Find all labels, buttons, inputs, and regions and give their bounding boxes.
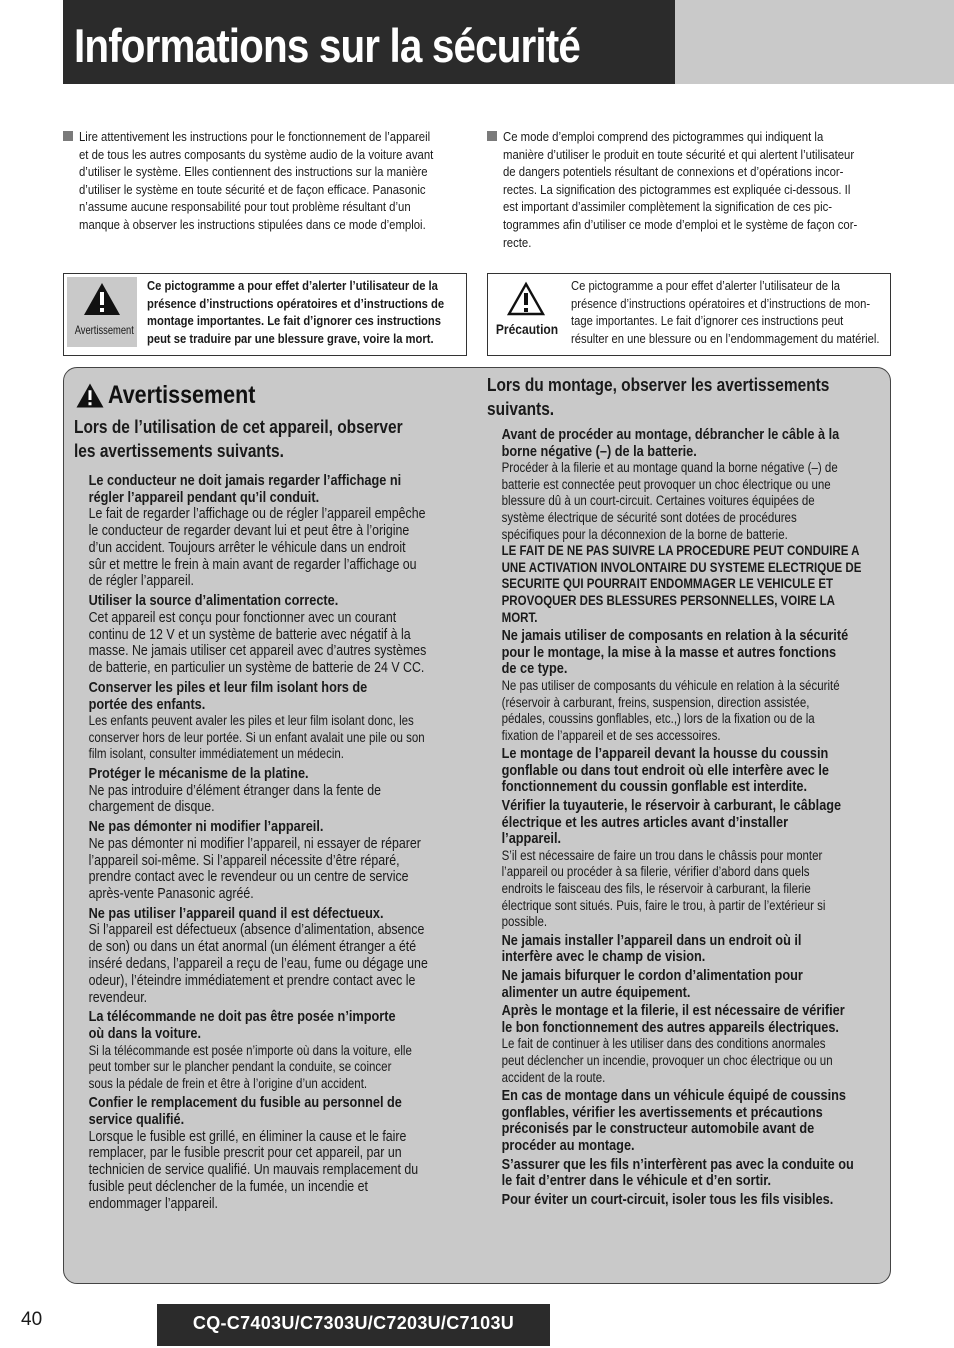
warning-item bbox=[487, 1192, 887, 1209]
intro-line: manque à observer les instructions stipulées dans ce mode d’emploi. bbox=[79, 216, 426, 232]
intro-line: Ce mode d’emploi comprend des pictogrammes qui indiquent la bbox=[503, 129, 824, 144]
intro-line: n’assume aucune responsabilité pour tout problème résultant d’un bbox=[79, 199, 411, 215]
intro-line: d’utiliser le système. Elles contiennent des instructions sur la manière bbox=[79, 164, 428, 180]
warning-item-caps: UNE ACTIVATION INVOLONTAIRE DU SYSTEME ELECTRIQUE DE bbox=[501, 559, 862, 575]
header-bar-accent bbox=[675, 0, 954, 84]
intro-line: manière d’utiliser le produit en toute sécurité et qui alertent l’utilisateur bbox=[503, 146, 855, 162]
warning-item-text: Lorsque le fusible est grillé, en éliminer la cause et le faire bbox=[88, 1128, 407, 1145]
warning-item-text: inséré dedans, l’appareil a reçu de l’eau, fume ou dégage une bbox=[88, 956, 428, 973]
model-box bbox=[157, 1304, 550, 1346]
caution-icon-cell bbox=[491, 277, 561, 347]
warning-item-caps: SECURITE QUI POURRAIT ENDOMMAGER LE VEHICULE ET bbox=[501, 576, 834, 592]
warning-item-heading: S’assurer que les fils n’interfèrent pas avec la conduite ou bbox=[501, 1156, 854, 1173]
warning-item-text: peut déclencher un incendie, provoquer un choc électrique ou un bbox=[501, 1052, 833, 1068]
pictogram-text-line: tage importantes. Le fait d’ignorer ces instructions peut bbox=[571, 313, 844, 329]
bullet-square-icon bbox=[63, 131, 73, 141]
warning-label: Avertissement bbox=[74, 323, 134, 337]
warning-item-text: peut tomber sur le plancher pendant la conduite, se coincer bbox=[88, 1059, 392, 1075]
warning-triangle-icon bbox=[82, 281, 122, 317]
warning-item-heading: Conserver les piles et leur film isolant hors de bbox=[88, 679, 368, 696]
warning-item bbox=[74, 1095, 474, 1212]
warning-item-heading: service qualifié. bbox=[88, 1112, 185, 1129]
warning-item-text: Ne pas démonter ni modifier l’appareil, ni essayer de réparer bbox=[88, 835, 421, 852]
pictogram-text-line: Ce pictogramme a pour effet d’alerter l’utilisateur de la bbox=[571, 278, 840, 293]
intro-line: togrammes afin d’utiliser ce mode d’emploi et le système de façon cor- bbox=[503, 216, 858, 232]
page-title: Informations sur la sécurité bbox=[74, 19, 581, 72]
warning-item-text: S’il est nécessaire de faire un trou dans le châssis pour monter bbox=[501, 847, 823, 863]
warning-item-text: accident de la route. bbox=[501, 1069, 606, 1085]
warning-item-heading: l’appareil. bbox=[501, 831, 562, 848]
warning-item-heading: régler l’appareil pendant qu’il conduit. bbox=[88, 489, 320, 506]
warning-item-heading: portée des enfants. bbox=[88, 696, 206, 713]
warning-item-heading: Ne pas utiliser l’appareil quand il est défectueux. bbox=[88, 905, 384, 922]
warning-item-heading: fonctionnement du coussin gonflable est interdite. bbox=[501, 779, 808, 796]
warning-item-text: électrique sont situés. Puis, faire le trou, à partir de l’extérieur si bbox=[501, 897, 826, 913]
warning-item-text: de régler l’appareil. bbox=[88, 573, 194, 590]
warning-item-text: prendre contact avec le revendeur ou un centre de service bbox=[88, 869, 409, 886]
warning-item-heading: Ne pas démonter ni modifier l’appareil. bbox=[88, 819, 324, 836]
warning-item bbox=[487, 1157, 887, 1190]
warning-item-heading: Avant de procéder au montage, débrancher le câble à la bbox=[501, 427, 840, 443]
left-column bbox=[74, 415, 474, 1216]
warning-item-heading: La télécommande ne doit pas être posée n’importe bbox=[88, 1009, 396, 1026]
page-number: 40 bbox=[21, 1309, 43, 1330]
warning-item-text: continu de 12 V et un système de batterie avec négatif à la bbox=[88, 626, 411, 643]
warning-item bbox=[487, 628, 887, 744]
warning-item-text: masse. Ne jamais utiliser cet appareil avec d’autres systèmes bbox=[88, 643, 427, 660]
intro-line: est important d’assimiler complètement la signification de ces pic- bbox=[503, 199, 833, 215]
warning-item-text: fixation de l’appareil et de ses accessoires. bbox=[501, 727, 721, 743]
warning-item-text: Cet appareil est conçu pour fonctionner avec un courant bbox=[88, 609, 397, 626]
warning-item bbox=[487, 427, 887, 626]
warning-item-text: revendeur. bbox=[88, 989, 148, 1006]
warning-item bbox=[487, 798, 887, 931]
section-title: suivants. bbox=[487, 399, 555, 419]
warning-item-text: le conducteur de regarder devant lui et peut être à l’origine bbox=[88, 522, 410, 539]
intro-line: Lire attentivement les instructions pour le fonctionnement de l’appareil bbox=[79, 129, 431, 144]
bullet-square-icon bbox=[487, 131, 497, 141]
warning-item-text: de son) ou dans un état anormal (un élément étranger a été bbox=[88, 939, 417, 956]
pictogram-text-line: Ce pictogramme a pour effet d’alerter l’utilisateur de la bbox=[147, 278, 438, 293]
warning-item-caps: MORT. bbox=[501, 609, 538, 625]
warning-item bbox=[487, 933, 887, 966]
intro-line: et de tous les autres composants du système audio de la voiture avant bbox=[79, 146, 434, 162]
intro-line: d’utiliser le système en toute sécurité et de façon efficace. Panasonic bbox=[79, 181, 426, 197]
warning-item-text: spécifiques pour la déconnexion de la borne de batterie. bbox=[501, 526, 788, 542]
warning-item-heading: électrique et les autres articles avant d’installer bbox=[501, 814, 789, 831]
caution-label: Précaution bbox=[495, 321, 559, 337]
warning-item-heading: Le conducteur ne doit jamais regarder l’affichage ni bbox=[88, 473, 402, 489]
warning-item-heading: Après le montage et la filerie, il est nécessaire de vérifier bbox=[501, 1003, 845, 1020]
section-title: Lors du montage, observer les avertissements bbox=[487, 375, 830, 395]
caution-pictogram-box bbox=[487, 273, 891, 356]
section-title: Lors de l’utilisation de cet appareil, observer bbox=[74, 417, 403, 437]
warning-item-heading: le fait d’entrer dans le véhicule et d’en sortir. bbox=[501, 1173, 772, 1190]
warning-item bbox=[487, 1088, 887, 1154]
pictogram-text-line: peut se traduire par une blessure grave, voire la mort. bbox=[147, 330, 434, 346]
warning-item-heading: Protéger le mécanisme de la platine. bbox=[88, 765, 309, 782]
warning-item-text: Si l’appareil est défectueux (absence d’alimentation, absence bbox=[88, 922, 425, 939]
warning-item bbox=[74, 473, 474, 590]
warning-item-text: pédales, coussins gonflables, etc.,) lors de la fixation ou de la bbox=[501, 711, 815, 727]
warning-pictogram-box bbox=[63, 273, 467, 356]
model-number: CQ-C7403U/C7303U/C7203U/C7103U bbox=[192, 1313, 515, 1333]
warning-item-text: sûr et mettre le frein à main avant de regarder l’affichage ou bbox=[88, 556, 417, 573]
section-title: les avertissements suivants. bbox=[74, 441, 284, 461]
warning-item-text: Ne pas introduire d’élément étranger dans la fente de bbox=[88, 782, 382, 799]
warning-item-heading: Ne jamais utiliser de composants en relation à la sécurité bbox=[501, 628, 849, 645]
warning-item-heading: le bon fonctionnement des autres appareils électriques. bbox=[501, 1019, 839, 1036]
warning-item-heading: Pour éviter un court-circuit, isoler tous les fils visibles. bbox=[501, 1191, 834, 1208]
warning-item-text: Les enfants peuvent avaler les piles et leur film isolant donc, les bbox=[88, 713, 414, 729]
warning-item-heading: gonflable ou dans tout endroit où elle interfère avec le bbox=[501, 762, 830, 779]
caution-triangle-icon bbox=[506, 281, 546, 317]
warning-item-text: de batterie, en particulier un système de batterie de 24 V CC. bbox=[88, 660, 425, 677]
warning-item-caps: PROVOQUER DES BLESSURES PERSONNELLES, VOIRE LA bbox=[501, 592, 836, 608]
warning-item-text: Le fait de regarder l’affichage ou de régler l’appareil empêche bbox=[88, 506, 426, 523]
warning-item-text: odeur), l’éteindre immédiatement et prendre contact avec le bbox=[88, 972, 416, 989]
warning-item-heading: gonflables, vérifier les avertissements et précautions bbox=[501, 1104, 823, 1121]
warning-item-text: Ne pas utiliser de composants du véhicule en relation à la sécurité bbox=[501, 677, 840, 693]
warning-item-text: remplacer, par le fusible prescrit pour cet appareil, par un bbox=[88, 1145, 402, 1162]
warning-item-caps: LE FAIT DE NE PAS SUIVRE LA PROCEDURE PEUT CONDUIRE A bbox=[501, 543, 860, 559]
warning-item-text: chargement de disque. bbox=[88, 799, 215, 816]
pictogram-text-line: montage importantes. Le fait d’ignorer ces instructions bbox=[147, 313, 441, 329]
warning-item-text: d’un accident. Toujours arrêter le véhicule dans un endroit bbox=[88, 539, 406, 556]
warning-item-heading: Confier le remplacement du fusible au personnel de bbox=[88, 1095, 402, 1112]
pictogram-text-line: résulter en une blessure ou en l’endommagement du matériel. bbox=[571, 330, 880, 346]
warning-item-text: (réservoir à carburant, freins, suspension, direction assistée, bbox=[501, 694, 810, 710]
warning-item-text: possible. bbox=[501, 914, 548, 930]
warning-heading: Avertissement bbox=[108, 381, 256, 409]
warning-item bbox=[487, 1003, 887, 1086]
warning-item bbox=[487, 746, 887, 796]
pictogram-text-line: présence d’instructions opératoires et d’instructions de bbox=[147, 295, 445, 311]
warning-item-heading: Ne jamais bifurquer le cordon d’alimentation pour bbox=[501, 968, 803, 984]
warning-item-heading: Utiliser la source d’alimentation correcte. bbox=[88, 593, 339, 610]
warning-item bbox=[74, 906, 474, 1007]
warning-item-heading: de ce type. bbox=[501, 661, 568, 678]
warning-item-text: sous la pédale de frein et être à l’origine d’un accident. bbox=[88, 1075, 368, 1091]
warning-item-text: endroits le faisceau des fils, le réservoir à carburant, la filerie bbox=[501, 881, 811, 897]
warning-item-heading: Ne jamais installer l’appareil dans un endroit où il bbox=[501, 932, 802, 949]
warning-item-text: blessure dû à un court-circuit. Certaines voitures équipées de bbox=[501, 493, 815, 509]
intro-line: de dangers potentiels résultant de connexions et d’opérations incor- bbox=[503, 164, 844, 180]
warning-item-text: Le fait de continuer à les utiliser dans des conditions anormales bbox=[501, 1036, 826, 1052]
intro-right bbox=[487, 128, 915, 251]
pictogram-text-line: présence d’instructions opératoires et d’instructions de mon- bbox=[571, 295, 871, 311]
warning-item-text: l’appareil ou procéder à sa filerie, vérifier d’abord dans quels bbox=[501, 864, 810, 880]
warning-icon-cell bbox=[67, 277, 137, 347]
intro-left bbox=[63, 128, 491, 234]
warning-item-heading: Vérifier la tuyauterie, le réservoir à carburant, le câblage bbox=[501, 798, 842, 815]
warning-item-heading: borne négative (–) de la batterie. bbox=[501, 443, 697, 460]
warning-item-text: conserver hors de leur portée. Si un enfant avalait une pile ou son bbox=[88, 729, 425, 745]
intro-line: recte. bbox=[503, 234, 532, 250]
warning-item-heading: préconisés par le constructeur automobile avant de bbox=[501, 1121, 815, 1138]
warning-item bbox=[74, 1009, 474, 1092]
warning-item-text: batterie est connectée peut provoquer un choc électrique ou une bbox=[501, 476, 831, 492]
warning-item-text: l’appareil soi-même. Si l’appareil nécessite d’être réparé, bbox=[88, 852, 400, 869]
warning-item bbox=[487, 968, 887, 1001]
warning-item-heading: procéder au montage. bbox=[501, 1137, 635, 1154]
warning-item-heading: Le montage de l’appareil devant la housse du coussin bbox=[501, 746, 829, 763]
warning-heading-icon bbox=[75, 382, 105, 409]
warning-item-heading: En cas de montage dans un véhicule équipé de coussins bbox=[501, 1088, 847, 1105]
warning-item-text: Procéder à la filerie et au montage quand la borne négative (–) de bbox=[501, 460, 838, 476]
warning-item-heading: où dans la voiture. bbox=[88, 1026, 202, 1043]
warning-item-text: fusible peut déclencher de la fumée, un incendie et bbox=[88, 1179, 368, 1196]
warning-item-text: Si la télécommande est posée n’importe où dans la voiture, elle bbox=[88, 1042, 412, 1058]
warning-item bbox=[74, 680, 474, 763]
warning-item-heading: pour le montage, la mise à la masse et autres fonctions bbox=[501, 644, 837, 661]
warning-item-heading: alimenter un autre équipement. bbox=[501, 984, 691, 1001]
right-column bbox=[487, 373, 887, 1210]
warning-item-text: film isolant, consulter immédiatement un médecin. bbox=[88, 746, 345, 762]
warning-item bbox=[74, 766, 474, 816]
intro-line: rectes. La signification des pictogrammes est expliquée ci-dessous. Il bbox=[503, 181, 851, 197]
warning-item bbox=[74, 819, 474, 903]
warning-item-text: endommager l’appareil. bbox=[88, 1195, 218, 1212]
warning-item-text: après-vente Panasonic agréé. bbox=[88, 886, 254, 903]
warning-item-text: système électrique de sécurité sont dotées de procédures bbox=[501, 509, 797, 525]
warning-item bbox=[74, 593, 474, 677]
warning-item-heading: interfère avec le champ de vision. bbox=[501, 949, 706, 966]
warning-item-text: technicien de service qualifié. Un mauvais remplacement du bbox=[88, 1162, 419, 1179]
spacer bbox=[74, 463, 474, 473]
